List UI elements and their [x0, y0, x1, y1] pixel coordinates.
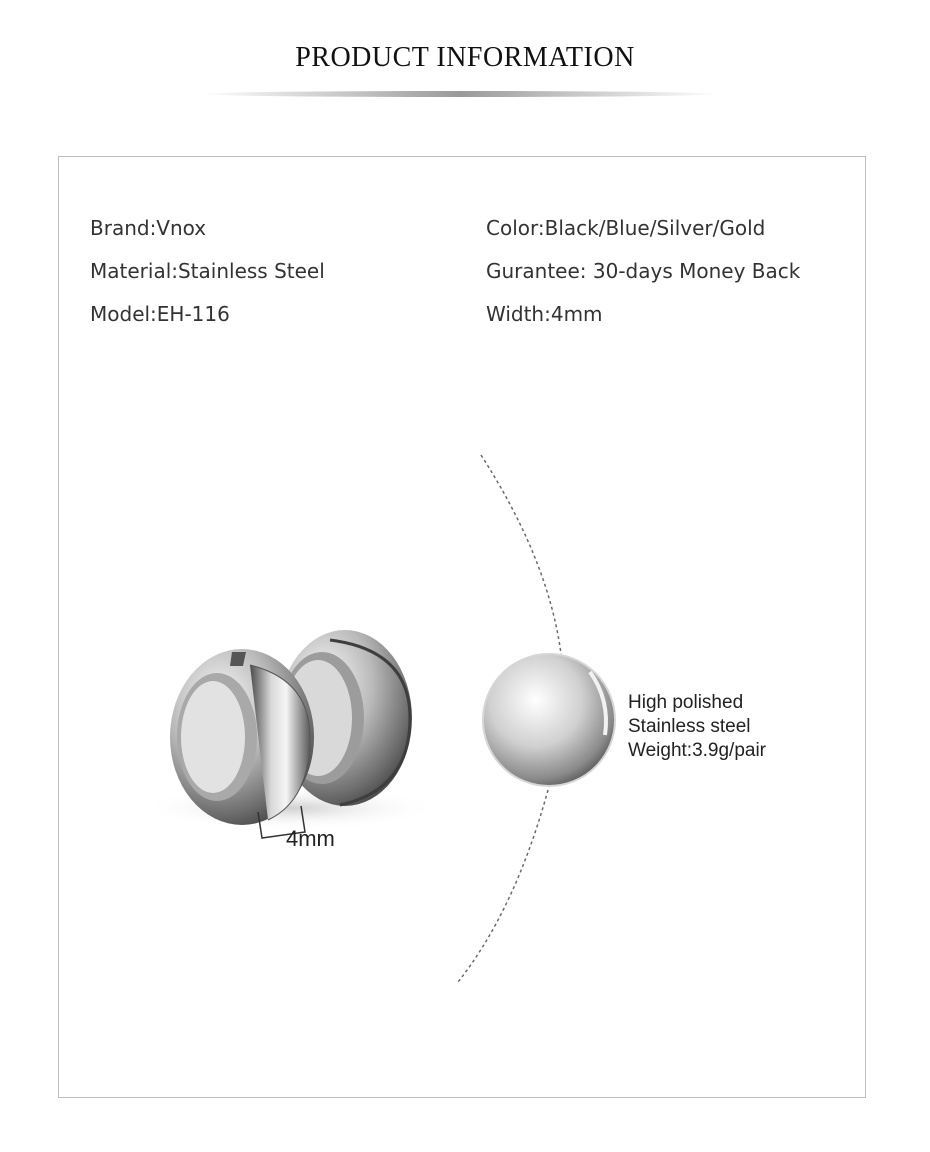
spec-guarantee: Gurantee: 30-days Money Back	[486, 259, 801, 283]
width-dimension-label: 4mm	[286, 826, 335, 851]
polished-detail-circle	[483, 654, 615, 786]
hoop-earring-front	[170, 649, 314, 825]
callout-line-2: Stainless steel	[628, 716, 751, 737]
spec-color: Color:Black/Blue/Silver/Gold	[486, 216, 766, 240]
page-title: PRODUCT INFORMATION	[295, 42, 635, 73]
spec-brand: Brand:Vnox	[90, 216, 207, 240]
spec-width: Width:4mm	[486, 302, 603, 326]
spec-model: Model:EH-116	[90, 302, 230, 326]
callout-line-1: High polished	[628, 692, 744, 713]
callout-line-3: Weight:3.9g/pair	[628, 740, 767, 761]
spec-material: Material:Stainless Steel	[90, 259, 325, 283]
